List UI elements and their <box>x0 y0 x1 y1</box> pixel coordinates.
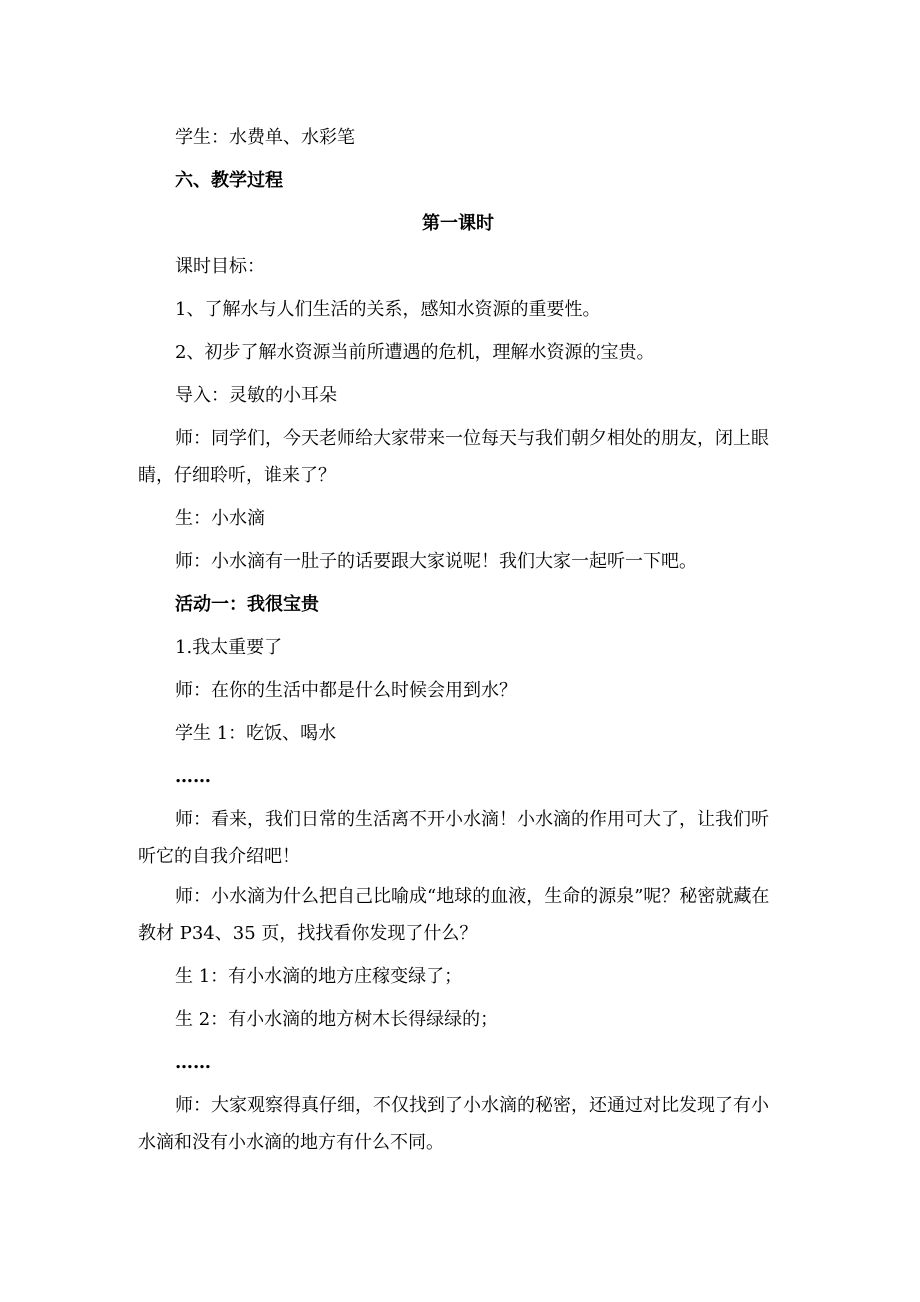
paragraph-student-4: 生 2：有小水滴的地方树木长得绿绿的； <box>175 1009 499 1030</box>
paragraph-objective-1: 1、了解水与人们生活的关系，感知水资源的重要性。 <box>175 299 601 320</box>
paragraph-objective-2: 2、初步了解水资源当前所遭遇的危机，理解水资源的宝贵。 <box>175 342 655 363</box>
activity-heading: 活动一：我很宝贵 <box>175 594 319 615</box>
paragraph-teacher-4: 师：看来，我们日常的生活离不开小水滴！小水滴的作用可大了，让我们听听它的自我介绍吧！ <box>138 809 769 867</box>
paragraph-materials-student: 学生：水费单、水彩笔 <box>175 127 355 148</box>
paragraph-teacher-2: 师：小水滴有一肚子的话要跟大家说呢！我们大家一起听一下吧。 <box>175 551 697 572</box>
document-body <box>138 116 778 1164</box>
section-heading-teaching-process: 六、教学过程 <box>175 170 283 191</box>
paragraph-teacher-3: 师：在你的生活中都是什么时候会用到水？ <box>175 680 517 701</box>
paragraph-teacher-5: 师：小水滴为什么把自己比喻成“地球的血液，生命的源泉”呢？秘密就藏在教材 P34、35 页，找找看你发现了什么？ <box>138 886 770 944</box>
paragraph-student-1: 生：小水滴 <box>175 508 265 529</box>
paragraph-sub-1: 1.我太重要了 <box>175 637 283 658</box>
paragraph-ellipsis-1: …… <box>175 766 211 787</box>
paragraph-student-2: 学生 1：吃饭、喝水 <box>175 723 337 744</box>
paragraph-ellipsis-2: …… <box>175 1052 211 1073</box>
paragraph-objectives-label: 课时目标： <box>175 256 265 277</box>
lesson-title: 第一课时 <box>422 213 494 234</box>
paragraph-student-3: 生 1：有小水滴的地方庄稼变绿了； <box>175 966 463 987</box>
paragraph-teacher-6: 师：大家观察得真仔细，不仅找到了小水滴的秘密，还通过对比发现了有小水滴和没有小水滴的地方有什么不同。 <box>138 1095 769 1153</box>
paragraph-teacher-1: 师：同学们，今天老师给大家带来一位每天与我们朝夕相处的朋友，闭上眼睛，仔细聆听，谁来了？ <box>138 428 769 486</box>
paragraph-intro: 导入：灵敏的小耳朵 <box>175 385 337 406</box>
